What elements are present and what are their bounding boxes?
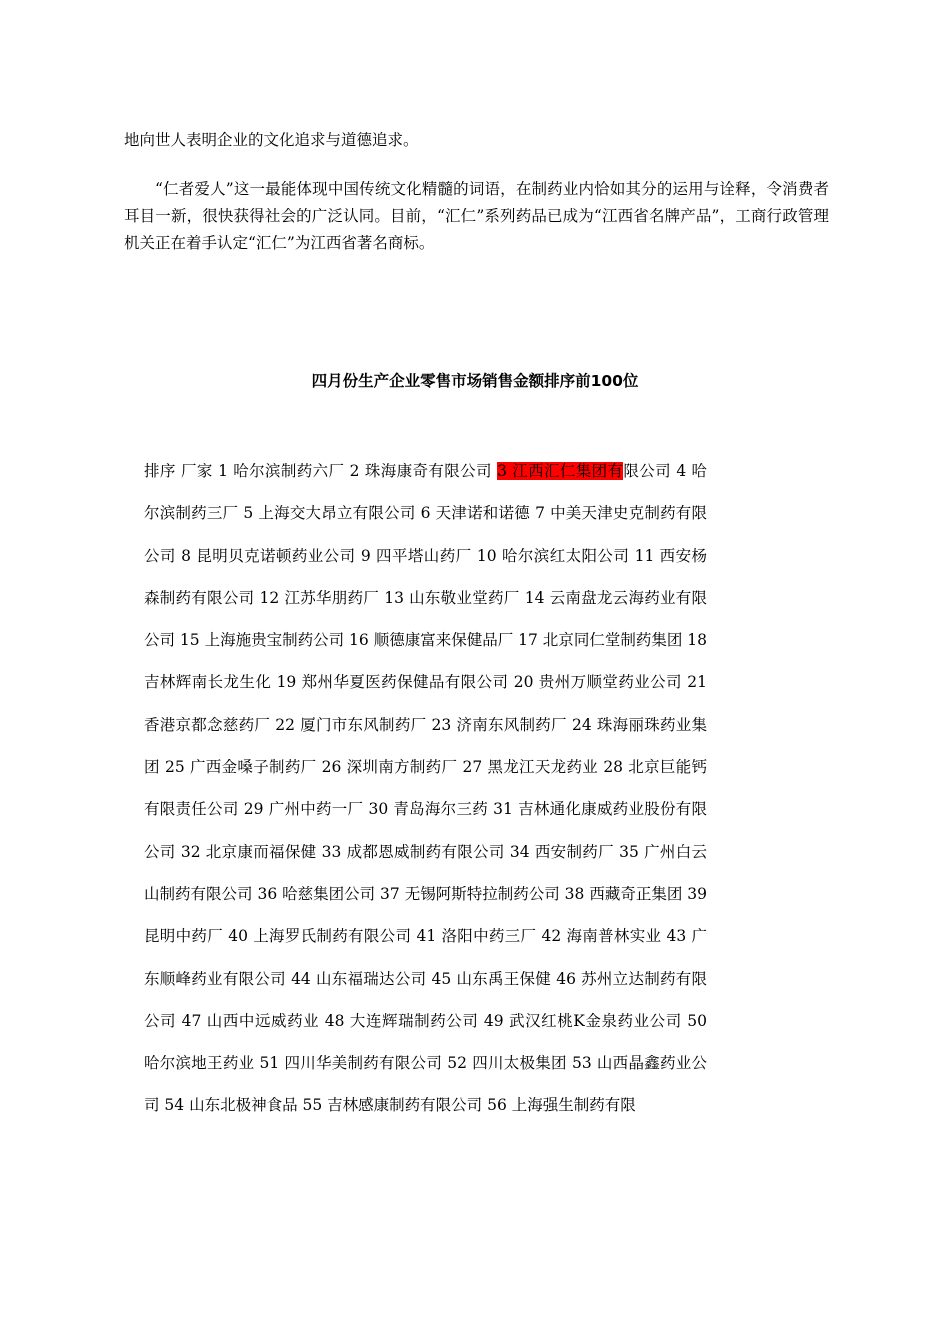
ranking-list xyxy=(144,450,707,1127)
ranking-rest-text: 限公司 4 哈尔滨制药三厂 5 上海交大昂立有限公司 6 天津诺和诺德 7 中美天津史克制药有限公司 8 昆明贝克诺顿药业公司 9 四平塔山药厂 10 哈尔滨红太阳公司 11 西安杨森制药有限公司 12 江苏华朋药厂 13 山东敬业堂药厂 14 云南盘龙云海药业有限公司 15 上海施贵宝制药公司 16 顺德康富来保健品厂 17 北京同仁堂制药集团 18 吉林辉南长龙生化 19 郑州华夏医药保健品有限公司 20 贵州万顺堂药业公司 21 香港京都念慈药厂 22 厦门市东风制药厂 23 济南东风制药厂 24 珠海丽珠药业集团 25 广西金嗓子制药厂 26 深圳南方制药厂 27 黑龙江天龙药业 28 北京巨能钙有限责任公司 29 广州中药一厂 30 青岛海尔三药 31 吉林通化康威药业股份有限公司 32 北京康而福保健 33 成都恩威制药有限公司 34 西安制药厂 35 广州白云山制药有限公司 36 哈慈集团公司 37 无锡阿斯特拉制药公司 38 西藏奇正集团 39 昆明中药厂 40 上海罗氏制药有限公司 41 洛阳中药三厂 42 海南普林实业 43 广东顺峰药业有限公司 44 山东福瑞达公司 45 山东禹王保健 46 苏州立达制药有限公司 47 山西中远威药业 48 大连辉瑞制药公司 49 武汉红桃K金泉药业公司 50 哈尔滨地王药业 51 四川华美制药有限公司 52 四川太极集团 53 山西晶鑫药业公司 54 山东北极神食品 55 吉林感康制药有限公司 56 上海强生制药有限 xyxy=(144,462,707,1115)
ranking-highlight-text: 3 江西汇仁集团有 xyxy=(497,462,624,480)
ranking-title: 四月份生产企业零售市场销售金额排序前100位 xyxy=(311,372,639,390)
paragraph-brand-recognition: “仁者爱人”这一最能体现中国传统文化精髓的词语，在制药业内恰如其分的运用与诠释，令消费者耳目一新，很快获得社会的广泛认同。目前，“汇仁”系列药品已成为“江西省名牌产品”，工商行政管理机关正在着手认定“汇仁”为江西省著名商标。 xyxy=(124,180,829,252)
paragraph-culture-pursuit: 地向世人表明企业的文化追求与道德追求。 xyxy=(124,131,419,149)
ranking-lead-text: 排序 厂家 1 哈尔滨制药六厂 2 珠海康奇有限公司 xyxy=(144,462,498,480)
